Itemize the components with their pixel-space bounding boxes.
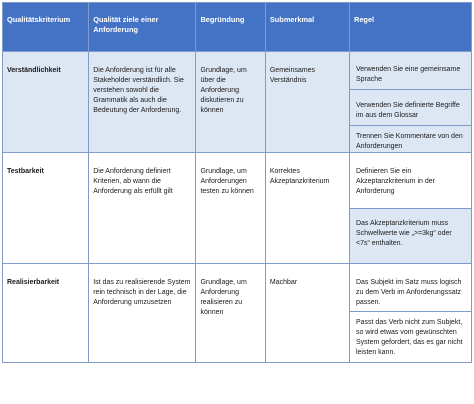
rule-item: Passt das Verb nicht zum Subjekt, so wird etwas vom gewünschten System gefordert, das es gar nicht leisten kann.: [355, 319, 463, 356]
rule-item: Verwenden Sie definierte Begriffe im aus dem Glossar: [350, 90, 471, 126]
submerkmal-cell: Korrektes Akzeptanzkriterium: [265, 153, 349, 264]
rule-item: Das Akzeptanzkriterium muss Schwellwerte wie „>=3kg“ oder <7s“ enthalten.: [350, 209, 471, 263]
rule-item: Das Subjekt im Satz muss logisch zu dem Verb im Anforderungssatz passen.: [350, 264, 471, 312]
header-regel: Regel: [349, 3, 471, 52]
rule-item: Trennen Sie Kommentare von den Anforderungen: [350, 126, 471, 152]
criterion-cell: Realisierbarkeit: [3, 264, 89, 363]
criterion-cell: Testbarkeit: [3, 153, 89, 264]
rules-cell: [349, 264, 471, 363]
header-qualitaetskriterium: Qualitätskriterium: [3, 3, 89, 52]
header-submerkmal: Submerkmal: [265, 3, 349, 52]
rules-cell: [349, 153, 471, 264]
table-row: [3, 153, 472, 264]
table-row: [3, 52, 472, 153]
submerkmal-cell: Gemeinsames Verständnis: [265, 52, 349, 153]
rules-cell: [349, 52, 471, 153]
criterion-cell: Verständlichkeit: [3, 52, 89, 153]
reason-cell: Grundlage, um über die Anforderung diskutieren zu können: [196, 52, 265, 153]
description-cell: Die Anforderung definiert Kriterien, ab wann die Anforderung als erfüllt gilt: [89, 153, 196, 264]
table-header-row: [3, 3, 472, 52]
description-cell: Die Anforderung ist für alle Stakeholder verständlich. Sie verstehen sowohl die Grammatik als auch die Bedeutung der Anforderung.: [89, 52, 196, 153]
header-qualitaet-ziele: Qualität ziele einer Anforderung: [89, 3, 196, 52]
submerkmal-cell: Machbar: [265, 264, 349, 363]
header-begruendung: Begründung: [196, 3, 265, 52]
rule-item: Definieren Sie ein Akzeptanzkriterium in der Anforderung: [350, 153, 471, 209]
reason-cell: Grundlage, um Anforderungen testen zu können: [196, 153, 265, 264]
table-row: [3, 264, 472, 363]
description-cell: Ist das zu realisierende System rein technisch in der Lage, die Anforderung umzusetzen: [89, 264, 196, 363]
rule-item: Verwenden Sie eine gemeinsame Sprache: [350, 52, 471, 90]
reason-cell: Grundlage, um Anforderung realisieren zu können: [196, 264, 265, 363]
quality-criteria-table: [2, 2, 472, 363]
